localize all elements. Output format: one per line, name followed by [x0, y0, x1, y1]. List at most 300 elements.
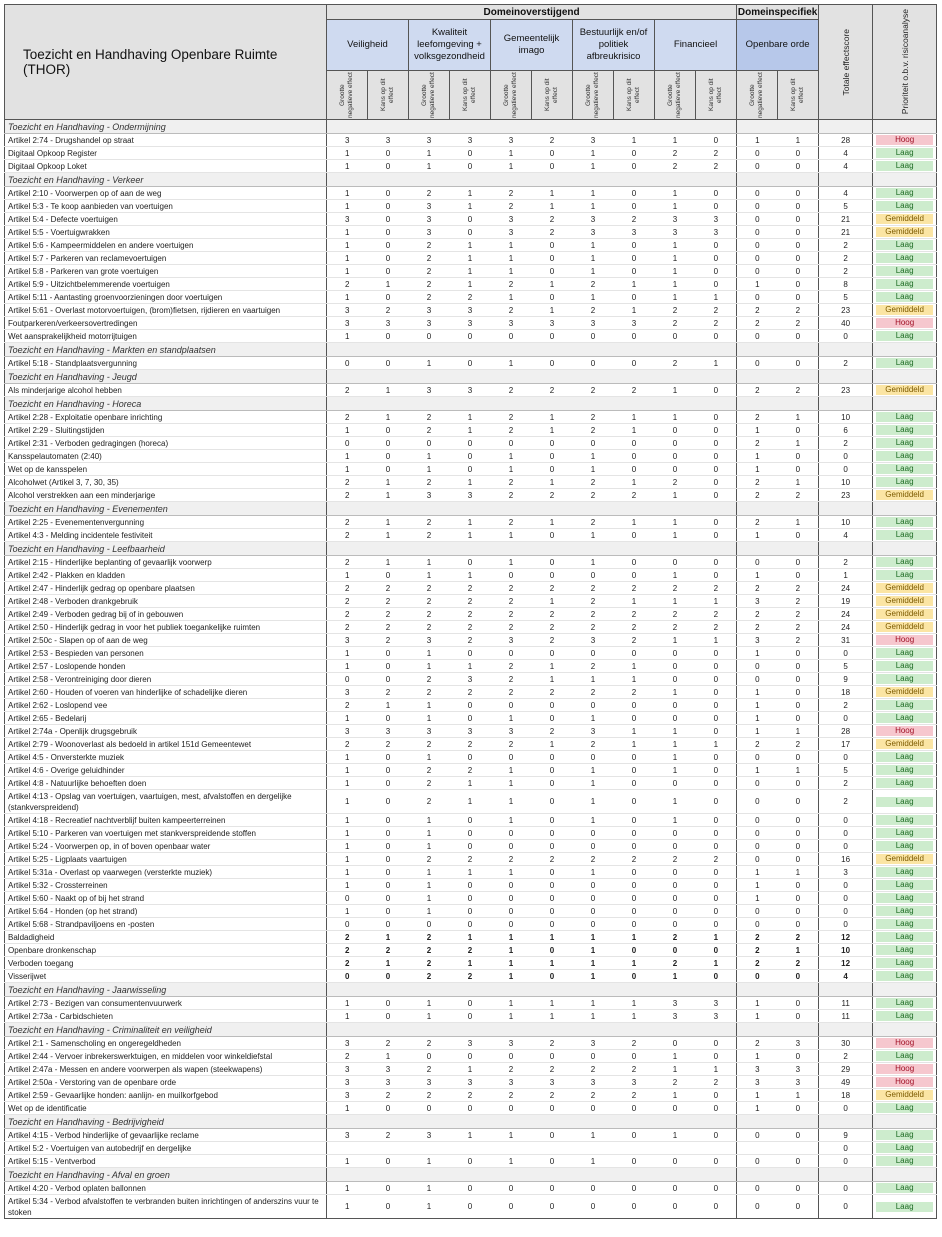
score-cell: 1	[532, 187, 573, 200]
group-veiligheid: Veiligheid	[327, 20, 409, 71]
score-cell: 0	[778, 265, 819, 278]
priority-cell	[873, 134, 937, 147]
score-cell: 2	[327, 476, 368, 489]
score-cell: 1	[327, 160, 368, 173]
score-cell: 0	[737, 291, 778, 304]
priority-cell	[873, 291, 937, 304]
score-cell: 1	[409, 463, 450, 476]
score-cell: 1	[409, 866, 450, 879]
total-score-cell: 30	[819, 1037, 873, 1050]
score-cell: 0	[696, 814, 737, 827]
section-header	[5, 1115, 937, 1129]
score-cell: 2	[450, 595, 491, 608]
section-title: Toezicht en Handhaving - Ondermijning	[5, 120, 327, 134]
score-cell: 0	[368, 569, 409, 582]
score-cell	[573, 1142, 614, 1155]
score-cell: 0	[532, 252, 573, 265]
score-cell: 0	[737, 1129, 778, 1142]
score-cell: 0	[655, 777, 696, 790]
score-cell: 1	[573, 187, 614, 200]
score-cell: 0	[778, 840, 819, 853]
score-cell: 2	[655, 853, 696, 866]
score-cell: 2	[655, 608, 696, 621]
score-cell: 0	[696, 686, 737, 699]
score-cell: 0	[778, 686, 819, 699]
priority-cell	[873, 424, 937, 437]
row-label: Artikel 2:29 - Sluitingstijden	[5, 424, 327, 437]
score-cell: 3	[737, 1076, 778, 1089]
priority-badge: Gemiddeld	[876, 583, 933, 593]
priority-cell	[873, 970, 937, 983]
row-label: Alcoholwet (Artikel 3, 7, 30, 35)	[5, 476, 327, 489]
priority-cell	[873, 879, 937, 892]
score-cell: 0	[327, 918, 368, 931]
score-cell: 2	[737, 608, 778, 621]
score-cell: 2	[409, 764, 450, 777]
table-row	[5, 905, 937, 918]
table-row	[5, 317, 937, 330]
priority-cell	[873, 790, 937, 814]
score-cell: 1	[327, 265, 368, 278]
score-cell: 2	[368, 621, 409, 634]
score-cell: 0	[655, 866, 696, 879]
score-cell: 2	[409, 608, 450, 621]
score-cell: 2	[409, 1089, 450, 1102]
score-cell: 1	[491, 814, 532, 827]
score-cell: 0	[696, 1182, 737, 1195]
row-label: Artikel 5:34 - Verbod afvalstoffen te verbranden buiten inrichtingen of anderszins vuur te stoken	[5, 1195, 327, 1219]
priority-cell	[873, 892, 937, 905]
score-cell: 2	[368, 1089, 409, 1102]
score-cell: 1	[655, 187, 696, 200]
score-cell: 1	[409, 160, 450, 173]
score-cell: 1	[368, 957, 409, 970]
score-cell: 1	[327, 187, 368, 200]
score-cell: 2	[614, 621, 655, 634]
table-row	[5, 970, 937, 983]
score-cell: 2	[368, 595, 409, 608]
score-cell: 0	[778, 213, 819, 226]
section-title: Toezicht en Handhaving - Leefbaarheid	[5, 542, 327, 556]
total-score-cell: 10	[819, 411, 873, 424]
score-cell: 2	[573, 278, 614, 291]
score-cell: 0	[573, 879, 614, 892]
score-cell: 2	[737, 516, 778, 529]
score-cell: 1	[327, 827, 368, 840]
score-cell: 0	[491, 1102, 532, 1115]
score-cell: 1	[532, 200, 573, 213]
score-cell: 0	[696, 450, 737, 463]
priority-badge: Gemiddeld	[876, 854, 933, 864]
score-cell: 2	[491, 304, 532, 317]
score-cell: 2	[573, 411, 614, 424]
priority-badge: Laag	[876, 331, 933, 341]
score-cell: 2	[573, 853, 614, 866]
score-cell: 1	[655, 411, 696, 424]
section-fill	[327, 1115, 737, 1129]
total-score-cell: 0	[819, 905, 873, 918]
score-cell: 1	[614, 278, 655, 291]
score-cell: 0	[614, 1129, 655, 1142]
score-cell: 2	[409, 1063, 450, 1076]
row-label: Artikel 5:25 - Ligplaats vaartuigen	[5, 853, 327, 866]
score-cell: 3	[491, 134, 532, 147]
score-cell: 1	[737, 866, 778, 879]
score-cell: 1	[532, 957, 573, 970]
score-cell: 1	[614, 957, 655, 970]
priority-badge: Laag	[876, 700, 933, 710]
score-cell: 1	[655, 278, 696, 291]
score-cell: 0	[573, 357, 614, 370]
score-cell: 0	[696, 777, 737, 790]
table-row	[5, 790, 937, 814]
score-cell: 0	[778, 699, 819, 712]
score-cell: 0	[573, 699, 614, 712]
total-score-cell: 1	[819, 569, 873, 582]
score-cell: 3	[409, 489, 450, 502]
score-cell: 1	[327, 660, 368, 673]
total-score-cell: 0	[819, 647, 873, 660]
score-cell: 2	[655, 160, 696, 173]
total-score-cell: 0	[819, 892, 873, 905]
score-cell: 0	[368, 213, 409, 226]
score-cell: 0	[614, 187, 655, 200]
total-score-cell: 0	[819, 879, 873, 892]
score-cell: 1	[327, 751, 368, 764]
priority-cell	[873, 738, 937, 751]
score-cell: 0	[696, 239, 737, 252]
score-cell: 1	[491, 1155, 532, 1168]
score-cell: 2	[532, 1037, 573, 1050]
score-cell: 1	[409, 699, 450, 712]
total-score-cell: 18	[819, 686, 873, 699]
priority-cell	[873, 608, 937, 621]
priority-cell	[873, 853, 937, 866]
score-cell: 0	[655, 944, 696, 957]
section-header	[5, 173, 937, 187]
score-cell: 0	[368, 827, 409, 840]
score-cell: 1	[327, 252, 368, 265]
table-row	[5, 160, 937, 173]
score-cell: 2	[778, 738, 819, 751]
score-cell: 0	[614, 892, 655, 905]
table-row	[5, 892, 937, 905]
priority-badge: Laag	[876, 1011, 933, 1021]
section-fill	[873, 173, 937, 187]
score-cell: 0	[778, 357, 819, 370]
score-cell: 2	[409, 265, 450, 278]
table-row	[5, 997, 937, 1010]
score-cell: 1	[614, 424, 655, 437]
row-label: Artikel 4:18 - Recreatief nachtverblijf buiten kampeerterreinen	[5, 814, 327, 827]
score-cell: 1	[655, 970, 696, 983]
priority-badge: Hoog	[876, 1077, 933, 1087]
table-row	[5, 879, 937, 892]
score-cell	[327, 1142, 368, 1155]
priority-cell	[873, 357, 937, 370]
score-cell: 3	[409, 317, 450, 330]
score-cell: 0	[778, 424, 819, 437]
score-cell: 1	[327, 450, 368, 463]
section-fill	[327, 542, 737, 556]
score-cell: 0	[368, 1010, 409, 1023]
priority-cell	[873, 450, 937, 463]
score-cell: 2	[327, 556, 368, 569]
score-cell: 1	[655, 634, 696, 647]
score-cell: 2	[696, 621, 737, 634]
score-cell: 1	[409, 827, 450, 840]
score-cell: 0	[450, 1155, 491, 1168]
score-cell: 2	[532, 384, 573, 397]
total-score-cell: 12	[819, 957, 873, 970]
score-cell: 2	[778, 595, 819, 608]
score-cell: 1	[491, 357, 532, 370]
score-cell: 2	[327, 1050, 368, 1063]
score-cell: 3	[409, 134, 450, 147]
total-score-cell: 24	[819, 621, 873, 634]
score-cell: 0	[778, 647, 819, 660]
priority-badge: Laag	[876, 815, 933, 825]
score-cell: 0	[696, 476, 737, 489]
score-cell: 0	[368, 357, 409, 370]
score-cell: 0	[737, 673, 778, 686]
score-cell: 0	[614, 647, 655, 660]
score-cell: 0	[532, 569, 573, 582]
score-cell: 2	[450, 944, 491, 957]
score-cell: 1	[737, 529, 778, 542]
row-label: Artikel 4:20 - Verbod oplaten ballonnen	[5, 1182, 327, 1195]
score-cell: 1	[532, 411, 573, 424]
score-cell: 0	[532, 814, 573, 827]
score-cell: 1	[573, 764, 614, 777]
score-cell: 0	[614, 437, 655, 450]
score-cell: 2	[491, 200, 532, 213]
section-title: Toezicht en Handhaving - Verkeer	[5, 173, 327, 187]
subheader-kans: Kans op dit effect	[614, 71, 655, 120]
score-cell: 0	[696, 866, 737, 879]
score-cell: 1	[614, 516, 655, 529]
score-cell: 1	[655, 134, 696, 147]
score-cell: 2	[409, 187, 450, 200]
score-cell: 1	[737, 997, 778, 1010]
score-cell: 3	[450, 725, 491, 738]
total-score-cell: 12	[819, 931, 873, 944]
priority-badge: Laag	[876, 438, 933, 448]
row-label: Artikel 2:62 - Loslopend vee	[5, 699, 327, 712]
table-row	[5, 450, 937, 463]
score-cell: 1	[327, 647, 368, 660]
score-cell: 1	[532, 278, 573, 291]
score-cell: 1	[737, 764, 778, 777]
score-cell: 0	[614, 357, 655, 370]
priority-cell	[873, 997, 937, 1010]
score-cell: 0	[573, 918, 614, 931]
score-cell: 0	[778, 853, 819, 866]
score-cell	[614, 1142, 655, 1155]
priority-cell	[873, 764, 937, 777]
score-cell: 2	[778, 621, 819, 634]
score-cell: 2	[327, 582, 368, 595]
total-score-cell: 2	[819, 437, 873, 450]
score-cell: 3	[327, 686, 368, 699]
score-cell: 1	[573, 957, 614, 970]
score-cell: 2	[573, 489, 614, 502]
score-cell: 1	[573, 1129, 614, 1142]
score-cell: 0	[696, 918, 737, 931]
score-cell: 1	[491, 463, 532, 476]
score-cell: 2	[532, 853, 573, 866]
score-cell: 2	[573, 582, 614, 595]
total-score-cell: 0	[819, 463, 873, 476]
score-cell: 2	[532, 213, 573, 226]
score-cell: 2	[778, 931, 819, 944]
score-cell: 0	[696, 252, 737, 265]
total-score-cell: 2	[819, 699, 873, 712]
score-cell: 1	[573, 1155, 614, 1168]
score-cell: 2	[737, 304, 778, 317]
score-cell: 0	[491, 918, 532, 931]
score-cell: 2	[573, 424, 614, 437]
score-cell: 0	[368, 777, 409, 790]
score-cell: 1	[655, 1089, 696, 1102]
table-row	[5, 1089, 937, 1102]
priority-badge: Laag	[876, 778, 933, 788]
score-cell: 0	[532, 239, 573, 252]
total-score-cell: 4	[819, 187, 873, 200]
score-cell: 2	[491, 582, 532, 595]
section-fill	[737, 120, 819, 134]
score-cell: 0	[491, 1050, 532, 1063]
score-cell: 1	[573, 931, 614, 944]
score-cell: 2	[614, 1089, 655, 1102]
score-cell: 0	[778, 1010, 819, 1023]
priority-badge: Laag	[876, 266, 933, 276]
priority-cell	[873, 660, 937, 673]
total-score-header: Totale effectscore	[819, 5, 873, 120]
score-cell: 2	[450, 738, 491, 751]
score-cell: 0	[532, 790, 573, 814]
priority-cell	[873, 226, 937, 239]
score-cell: 3	[368, 317, 409, 330]
score-cell: 0	[696, 489, 737, 502]
score-cell: 2	[327, 595, 368, 608]
section-title: Toezicht en Handhaving - Jeugd	[5, 370, 327, 384]
score-cell: 3	[409, 1076, 450, 1089]
score-cell: 0	[532, 450, 573, 463]
score-cell: 1	[696, 634, 737, 647]
table-row	[5, 673, 937, 686]
total-score-cell: 0	[819, 1195, 873, 1219]
score-cell: 1	[696, 357, 737, 370]
score-cell: 0	[368, 866, 409, 879]
table-row	[5, 1182, 937, 1195]
priority-badge: Laag	[876, 1156, 933, 1166]
score-cell: 0	[614, 1050, 655, 1063]
score-cell: 2	[737, 957, 778, 970]
score-cell: 0	[368, 918, 409, 931]
table-row	[5, 357, 937, 370]
score-cell: 1	[368, 516, 409, 529]
score-cell: 1	[491, 997, 532, 1010]
score-cell: 3	[450, 134, 491, 147]
priority-badge: Laag	[876, 932, 933, 942]
score-cell: 0	[655, 556, 696, 569]
score-cell: 3	[450, 1076, 491, 1089]
score-cell: 2	[491, 384, 532, 397]
priority-badge: Gemiddeld	[876, 596, 933, 606]
score-cell: 0	[655, 892, 696, 905]
priority-badge: Laag	[876, 867, 933, 877]
total-score-cell: 5	[819, 291, 873, 304]
score-cell: 2	[450, 582, 491, 595]
subheader-grootte: Grootte negatieve effect	[327, 71, 368, 120]
table-row	[5, 384, 937, 397]
section-header	[5, 343, 937, 357]
score-cell: 0	[737, 827, 778, 840]
score-cell: 0	[532, 160, 573, 173]
row-label: Artikel 2:44 - Vervoer inbrekerswerktuigen, en middelen voor winkeldiefstal	[5, 1050, 327, 1063]
score-cell: 0	[614, 790, 655, 814]
priority-cell	[873, 1155, 937, 1168]
score-cell: 2	[491, 411, 532, 424]
score-cell: 1	[491, 712, 532, 725]
row-label: Artikel 2:79 - Woonoverlast als bedoeld in artikel 151d Gemeentewet	[5, 738, 327, 751]
score-cell: 1	[409, 1182, 450, 1195]
priority-badge: Laag	[876, 1130, 933, 1140]
priority-cell	[873, 278, 937, 291]
score-cell: 2	[696, 147, 737, 160]
table-row	[5, 529, 937, 542]
score-cell: 2	[737, 1037, 778, 1050]
score-cell: 1	[532, 673, 573, 686]
table-row	[5, 291, 937, 304]
score-cell: 0	[368, 147, 409, 160]
score-cell: 0	[450, 1102, 491, 1115]
score-cell: 3	[327, 304, 368, 317]
section-header	[5, 120, 937, 134]
score-cell: 0	[573, 330, 614, 343]
score-cell: 1	[737, 647, 778, 660]
score-cell: 0	[778, 905, 819, 918]
score-cell: 1	[614, 931, 655, 944]
row-label: Als minderjarige alcohol hebben	[5, 384, 327, 397]
score-cell: 0	[450, 879, 491, 892]
score-cell: 0	[778, 997, 819, 1010]
row-label: Artikel 4:3 - Melding incidentele festiviteit	[5, 529, 327, 542]
score-cell: 1	[327, 424, 368, 437]
score-cell: 3	[491, 1037, 532, 1050]
table-row	[5, 764, 937, 777]
row-label: Artikel 2:57 - Loslopende honden	[5, 660, 327, 673]
table-row	[5, 1142, 937, 1155]
score-cell: 0	[573, 1050, 614, 1063]
score-cell: 0	[655, 712, 696, 725]
total-score-cell: 2	[819, 1050, 873, 1063]
score-cell: 1	[327, 1182, 368, 1195]
score-cell: 0	[737, 187, 778, 200]
score-cell: 0	[655, 450, 696, 463]
priority-cell	[873, 200, 937, 213]
priority-cell	[873, 463, 937, 476]
section-fill	[327, 502, 737, 516]
total-score-cell: 21	[819, 226, 873, 239]
score-cell: 0	[532, 463, 573, 476]
priority-cell	[873, 1142, 937, 1155]
row-label: Artikel 5:64 - Honden (op het strand)	[5, 905, 327, 918]
score-cell: 2	[491, 660, 532, 673]
score-cell: 0	[409, 1102, 450, 1115]
score-cell: 0	[450, 814, 491, 827]
